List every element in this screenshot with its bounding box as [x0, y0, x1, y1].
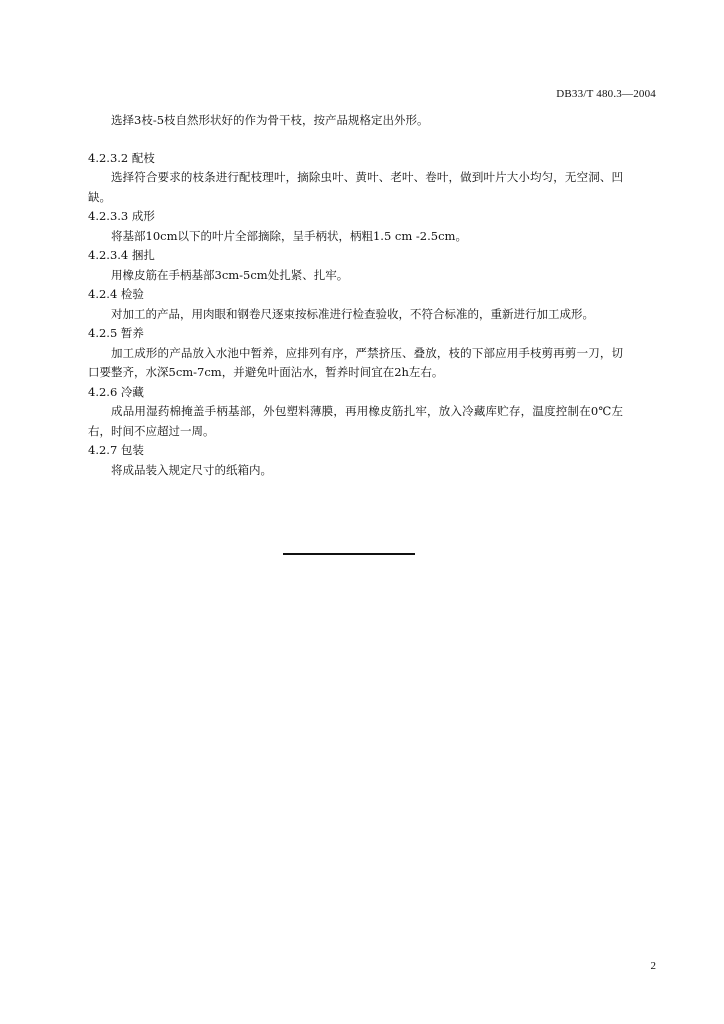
section-4-2-7 [88, 441, 623, 480]
section-paragraph: 成品用湿药棉掩盖手柄基部，外包塑料薄膜，再用橡皮筋扎牢，放入冷藏库贮存，温度控制在0℃左右，时间不应超过一周。 [88, 404, 623, 438]
section-paragraph: 选择符合要求的枝条进行配枝理叶，摘除虫叶、黄叶、老叶、卷叶，做到叶片大小均匀，无空洞、凹缺。 [88, 170, 623, 204]
document-id-header: DB33/T 480.3—2004 [556, 88, 656, 100]
section-4-2-3-3 [88, 207, 623, 246]
section-title: 成形 [131, 209, 155, 223]
section-4-2-3-2 [88, 149, 623, 208]
section-paragraph: 将基部10cm以下的叶片全部摘除，呈手柄状，柄粗1.5 cm -2.5cm。 [111, 228, 467, 243]
section-title: 暂养 [120, 326, 144, 340]
section-heading [88, 285, 623, 305]
section-paragraph: 将成品装入规定尺寸的纸箱内。 [111, 462, 272, 477]
section-paragraph: 用橡皮筋在手柄基部3cm-5cm处扎紧、扎牢。 [111, 267, 349, 282]
section-heading [88, 441, 623, 461]
page-number: 2 [650, 960, 656, 972]
section-heading [88, 383, 623, 403]
section-title: 检验 [120, 287, 144, 301]
section-title: 包装 [120, 443, 144, 457]
section-number: 4.2.3.2 [88, 150, 129, 165]
end-of-document-rule [283, 553, 415, 555]
section-heading [88, 207, 623, 227]
section-4-2-3-4 [88, 246, 623, 285]
section-number: 4.2.6 [88, 384, 118, 399]
section-4-2-6 [88, 383, 623, 442]
section-heading [88, 246, 623, 266]
section-heading [88, 149, 623, 169]
section-number: 4.2.5 [88, 326, 118, 340]
section-title: 冷藏 [120, 384, 144, 399]
section-title: 配枝 [131, 150, 155, 165]
section-paragraph: 对加工的产品，用肉眼和钢卷尺逐束按标准进行检查验收，不符合标准的，重新进行加工成形。 [111, 306, 594, 321]
intro-paragraph: 选择3枝-5枝自然形状好的作为骨干枝，按产品规格定出外形。 [111, 113, 429, 127]
section-title: 捆扎 [131, 248, 155, 262]
section-4-2-5 [88, 324, 623, 383]
section-4-2-4 [88, 285, 623, 324]
section-number: 4.2.3.3 [88, 209, 129, 223]
section-number: 4.2.3.4 [88, 248, 129, 262]
document-body [88, 111, 623, 480]
section-number: 4.2.7 [88, 443, 118, 457]
section-paragraph: 加工成形的产品放入水池中暂养，应排列有序，严禁挤压、叠放，枝的下部应用手枝剪再剪一刀，切口要整齐，水深5cm-7cm，并避免叶面沾水，暂养时间宜在2h左右。 [88, 345, 623, 379]
section-heading [88, 324, 623, 344]
section-number: 4.2.4 [88, 287, 118, 301]
